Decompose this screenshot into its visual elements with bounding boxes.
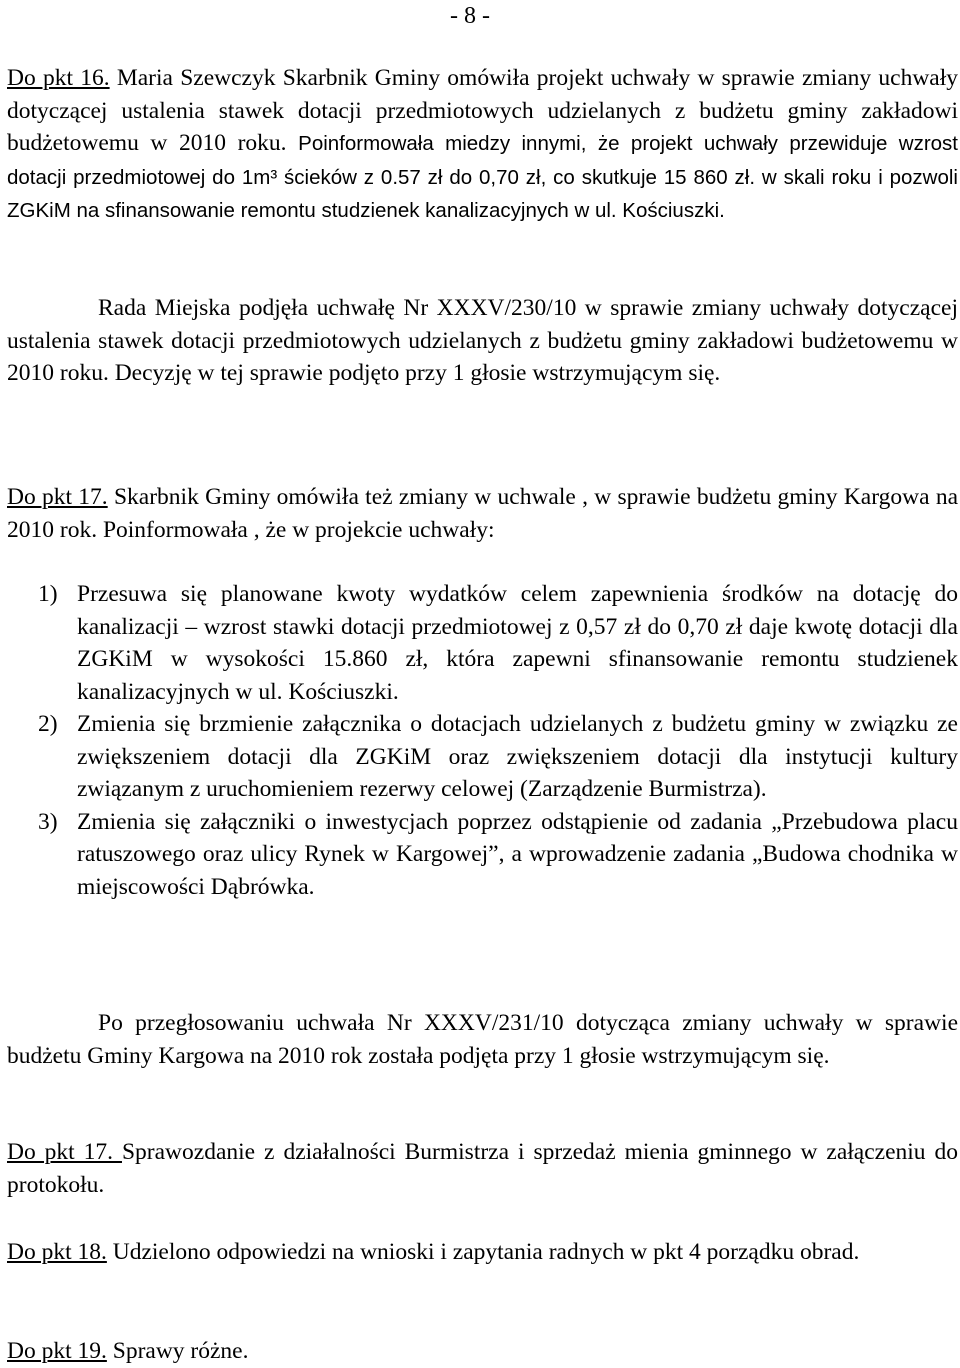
section-16-label: Do pkt 16.	[7, 65, 110, 91]
changes-list	[7, 578, 958, 903]
list-item	[7, 806, 958, 904]
section-16-resolution-vote: Decyzję w tej sprawie podjęto przy 1 głosie wstrzymującym się.	[114, 360, 721, 386]
section-17-label: Do pkt 17.	[7, 484, 108, 510]
list-item-text: Zmienia się brzmienie załącznika o dotacjach udzielanych z budżetu gminy w związku ze zwiększeniem dotacji dla ZGKiM oraz zwiększeniem dotacji dla instytucji kultury związanym z uruchomieniem rezerwy celowej (Zarządzenie Burmistrza).	[77, 711, 958, 802]
section-18-paragraph	[7, 1236, 958, 1269]
list-item-number: 2)	[38, 711, 58, 737]
list-item-number: 3)	[38, 808, 58, 835]
section-17-text: Skarbnik Gminy omówiła też zmiany w uchwale , w sprawie budżetu gminy Kargowa na 2010 rok.	[7, 484, 958, 543]
list-item	[7, 578, 958, 708]
section-19-text: Sprawy różne.	[106, 1338, 249, 1364]
section-18-label: Do pkt 18.	[7, 1239, 107, 1265]
section-17-intro: Poinformowała , że w projekcie uchwały:	[102, 516, 495, 543]
section-17b-paragraph	[7, 1136, 958, 1201]
section-19-paragraph	[7, 1335, 958, 1368]
section-17b-text: Sprawozdanie z działalności Burmistrza i sprzedaż mienia gminnego w załączeniu do protokołu.	[7, 1139, 958, 1198]
section-16-resolution	[7, 292, 958, 390]
section-16-paragraph	[7, 62, 958, 228]
list-item	[7, 708, 958, 806]
list-item-text: Zmienia się załączniki o inwestycjach poprzez odstąpienie od zadania „Przebudowa placu ratuszowego oraz ulicy Rynek w Kargowej”, a wprowadzenie zadania „Budowa chodnika w miejscowości Dąbrówka.	[77, 808, 958, 900]
section-17-resolution: Po przegłosowaniu uchwała Nr XXXV/231/10 dotycząca zmiany uchwały w sprawie budżetu Gminy Kargowa na 2010 rok została podjęta przy 1 głosie wstrzymującym się.	[7, 1010, 958, 1069]
section-17b-label: Do pkt 17.	[7, 1139, 122, 1165]
list-item-text: Przesuwa się planowane kwoty wydatków celem zapewnienia środków na dotację do kanalizacji – wzrost stawki dotacji przedmiotowej z 0,57 zł do 0,70 zł daje kwotę dotacji dla ZGKiM w wysokości 15.860 zł, która zapewni sfinansowanie remontu studzienek kanalizacyjnych w ul. Kościuszki.	[77, 581, 958, 705]
section-16-details: Poinformowała miedzy innymi, że projekt uchwały przewiduje wzrost dotacji przedmiotowej do 1m³ ścieków z 0.57 zł do 0,70 zł, co skutkuje 15 860 zł. w skali roku i pozwoli ZGKiM na sfinansowanie remontu studzienek kanalizacyjnych w ul. Kościuszki.	[7, 132, 958, 222]
section-17-paragraph	[7, 481, 958, 546]
page-number: - 8 -	[450, 3, 490, 29]
section-18-text: Udzielono odpowiedzi na wnioski i zapytania radnych w pkt 4 porządku obrad.	[106, 1239, 860, 1265]
section-16-text: Maria Szewczyk Skarbnik Gminy omówiła projekt uchwały w sprawie zmiany uchwały dotyczącej ustalenia stawek dotacji przedmiotowych udzielanych z budżetu gminy zakładowi budżetowemu w 2010 roku.	[7, 65, 958, 156]
section-16-resolution-text: Rada Miejska podjęła uchwałę Nr XXXV/230/10 w sprawie zmiany uchwały dotyczącej ustalenia stawek dotacji przedmiotowych udzielanych z budżetu gminy zakładowi budżetowemu w 2010 roku.	[7, 295, 958, 386]
list-item-number: 1)	[38, 581, 58, 607]
section-19-label: Do pkt 19.	[7, 1338, 107, 1364]
